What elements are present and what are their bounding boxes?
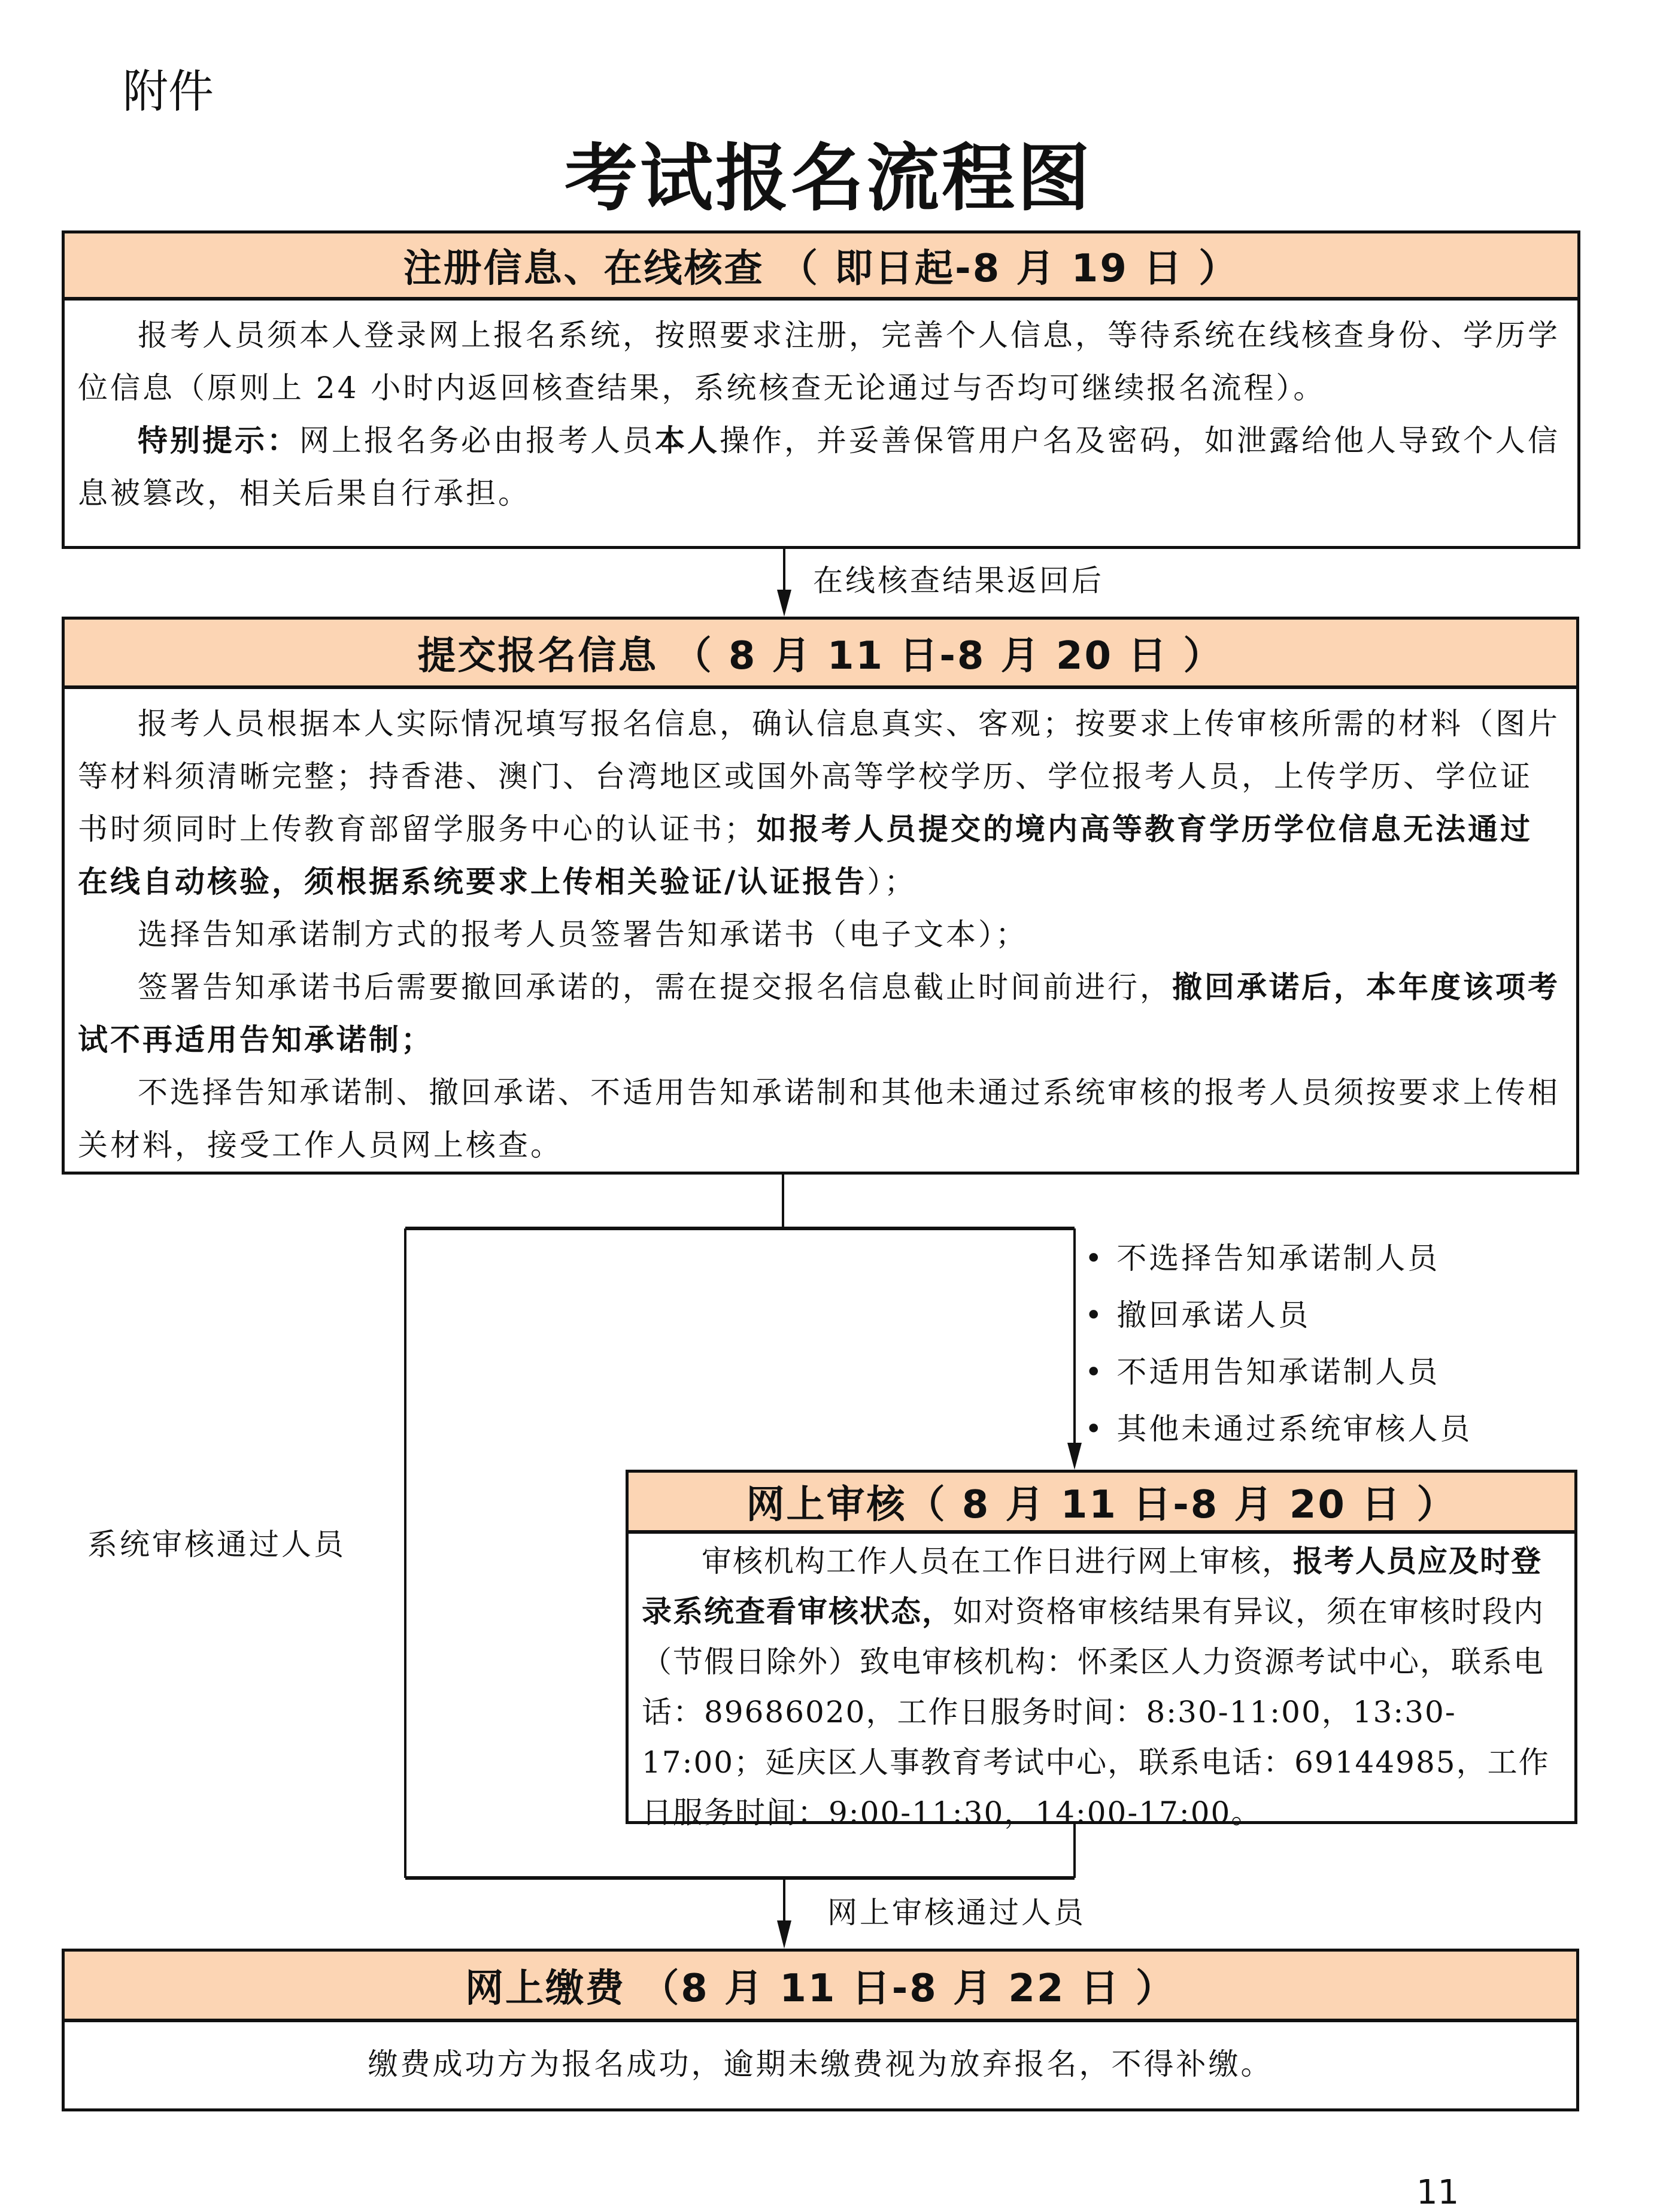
- body-text: 如对资格审核结果有异议，须在审核时段内（节假日除外）致电审核机构：怀柔区人力资源考试中心，联系电话：89686020，工作日服务时间：8:30-11:00，13:30-17:00；延庆区人事教育考试中心，联系电话：69144985，工作日服务时间：9:00-11:30，14:00-17:00。: [642, 1594, 1550, 1830]
- step-register: [62, 230, 1580, 549]
- step-paragraph: [642, 1536, 1561, 1838]
- body-text: 报考人员须本人登录网上报名系统，按照要求注册，完善个人信息，等待系统在线核查身份、学历学位信息（原则上 24 小时内返回核查结果，系统核查无论通过与否均可继续报名流程）。: [78, 318, 1560, 405]
- step-paragraph: [78, 961, 1563, 1066]
- step-header: 网上审核（ 8 月 11 日-8 月 20 日 ）: [629, 1473, 1574, 1534]
- label-after-check: 在线核查结果返回后: [813, 563, 1104, 598]
- body-text: 报考人员根据本人实际情况填写报名信息，确认信息真实、客观；按要求上传审核所需的材料（图片等材料须清晰完整；持香港、澳门、台湾地区或国外高等学校学历、学位报考人员，上传学历、学位证书时须同时上传教育部留学服务中心的认证书；: [78, 706, 1560, 846]
- step-paragraph: [78, 1066, 1563, 1172]
- step-header: 提交报名信息 （ 8 月 11 日-8 月 20 日 ）: [65, 620, 1576, 689]
- step-paragraph: [78, 2038, 1563, 2090]
- arrowhead-icon: [1067, 1443, 1082, 1470]
- step-payment: [62, 1949, 1579, 2111]
- emphasis-text: 特别提示：: [138, 423, 299, 458]
- emphasis-text: 如报考人员提交的境内高等教育学历学位信息无法通过在线自动核验，须根据系统要求上传相关验证/认证报告: [78, 812, 1532, 899]
- step-body: [65, 2022, 1576, 2090]
- body-text: 审核机构工作人员在工作日进行网上审核，: [702, 1544, 1293, 1579]
- branch-item: • 其他未通过系统审核人员: [1085, 1401, 1472, 1458]
- step-header: 网上缴费 （8 月 11 日-8 月 22 日 ）: [65, 1952, 1576, 2022]
- body-text: 操作，并妥善保管用户名及密码，如泄露给他人导致个人信息被篡改，相关后果自行承担。: [78, 423, 1560, 511]
- step-online-review: [626, 1470, 1577, 1830]
- body-text: ）；: [867, 864, 917, 899]
- label-system-passed: 系统审核通过人员: [87, 1527, 346, 1562]
- branch-item: • 不适用告知承诺制人员: [1085, 1344, 1472, 1401]
- branch-item: • 不选择告知承诺制人员: [1085, 1230, 1472, 1287]
- body-text: 选择告知承诺制方式的报考人员签署告知承诺书（电子文本）；: [138, 917, 1028, 952]
- branch-item: • 撤回承诺人员: [1085, 1287, 1472, 1344]
- label-review-passed: 网上审核通过人员: [827, 1895, 1086, 1930]
- step-paragraph: [78, 309, 1564, 414]
- arrowhead-icon: [777, 1920, 791, 1949]
- emphasis-text: 本人: [655, 423, 720, 458]
- emphasis-text: 撤回承诺后，本年度该项考试不再适用告知承诺制；: [78, 970, 1560, 1057]
- body-text: 不选择告知承诺制、撤回承诺、不适用告知承诺制和其他未通过系统审核的报考人员须按要求上传相关材料，接受工作人员网上核查。: [78, 1075, 1560, 1163]
- review-branch-list: [1085, 1230, 1472, 1458]
- step-body: [65, 301, 1577, 520]
- emphasis-text: 报考人员应及时登录系统查看审核状态，: [642, 1544, 1542, 1629]
- body-text: 签署告知承诺书后需要撤回承诺的，需在提交报名信息截止时间前进行，: [138, 970, 1172, 1005]
- page-number: 11: [1416, 2173, 1459, 2212]
- step-header: 注册信息、在线核查 （ 即日起-8 月 19 日 ）: [65, 233, 1577, 301]
- step-body: [629, 1534, 1574, 1838]
- step-paragraph: [78, 908, 1563, 961]
- step-body: [65, 689, 1576, 1172]
- step-paragraph: [78, 697, 1563, 908]
- annex-label: 附件: [123, 65, 214, 118]
- body-text: 网上报名务必由报考人员: [299, 423, 655, 458]
- step-paragraph: [78, 414, 1564, 520]
- page-title: 考试报名流程图: [565, 135, 1092, 221]
- arrowhead-icon: [777, 590, 791, 617]
- step-submit-info: [62, 617, 1579, 1175]
- body-text: 缴费成功方为报名成功，逾期未缴费视为放弃报名，不得补缴。: [368, 2047, 1273, 2081]
